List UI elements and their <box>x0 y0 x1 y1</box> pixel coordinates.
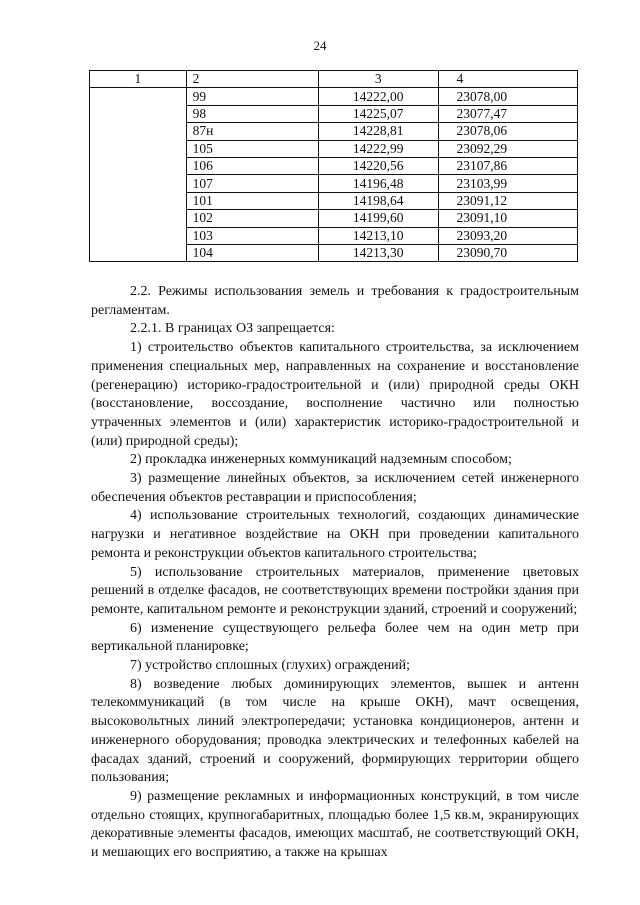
table-cell-c3: 14198,64 <box>318 192 438 209</box>
table-cell-c3: 14225,07 <box>318 105 438 122</box>
table-cell-c4: 23093,20 <box>438 227 577 244</box>
list-item-5: 5) использование строительных материалов, применение цветовых решений в отделке фасадов, не соответствующих времени постройки здания при ремонте, капитальном ремонте и реконструкции зданий, строений и сооружений; <box>91 564 579 617</box>
table-cell-c2: 102 <box>186 210 318 227</box>
table-cell-c2: 87н <box>186 123 318 140</box>
table-cell-c3: 14222,00 <box>318 88 438 105</box>
table-cell-c2: 106 <box>186 157 318 174</box>
list-item-6: 6) изменение существующего рельефа более чем на один метр при вертикальной планировке; <box>91 620 579 655</box>
table-cell-c3: 14220,56 <box>318 157 438 174</box>
table-cell-c4: 23103,99 <box>438 175 577 192</box>
table-cell-c4: 23091,10 <box>438 210 577 227</box>
table-cell-c3: 14199,60 <box>318 210 438 227</box>
table-cell-c4: 23091,12 <box>438 192 577 209</box>
table-cell-c2: 99 <box>186 88 318 105</box>
table-cell-c2: 107 <box>186 175 318 192</box>
table-header-row <box>90 71 578 88</box>
table-cell-c3: 14213,10 <box>318 227 438 244</box>
list-item-1: 1) строительство объектов капитального строительства, за исключением применения специальных мер, направленных на сохранение и восстановление (регенерацию) историко-градостроительной и (или) природной среды ОКН (восстановление, воссоздание, восполнение частично или полностью утраченных элементов и (или) характеристик историко-градостроительной и (или) природной среды); <box>91 340 579 449</box>
table-cell-c4: 23078,00 <box>438 88 577 105</box>
paragraph-section-2-2-1: 2.2.1. В границах ОЗ запрещается: <box>130 321 335 337</box>
column-header-4: 4 <box>438 71 577 88</box>
list-item-9: 9) размещение рекламных и информационных конструкций, в том числе отдельно стоящих, крупногабаритных, площадью более 1,5 кв.м, экранирующих декоративные элементы фасадов, имеющих масштаб, не соответствующий ОКН, и мешающих его восприятию, а также на крышах <box>91 788 579 861</box>
table-cell-c2: 103 <box>186 227 318 244</box>
table-cell-c3: 14228,81 <box>318 123 438 140</box>
table-cell-c4: 23092,29 <box>438 140 577 157</box>
list-item-3: 3) размещение линейных объектов, за исключением сетей инженерного обеспечения объектов реставрации и приспособления; <box>91 471 579 505</box>
table-cell-c3: 14222,99 <box>318 140 438 157</box>
table-cell-c4: 23077,47 <box>438 105 577 122</box>
table-cell-c2: 101 <box>186 192 318 209</box>
column-header-2: 2 <box>186 71 318 88</box>
table-cell-c2: 104 <box>186 244 318 261</box>
table-cell-c2: 98 <box>186 105 318 122</box>
page-number: 24 <box>313 38 327 53</box>
paragraph-section-2-2: 2.2. Режимы использования земель и требования к градостроительным регламентам. <box>91 284 579 318</box>
merged-cell <box>90 88 187 262</box>
table-cell-c4: 23078,06 <box>438 123 577 140</box>
column-header-3: 3 <box>318 71 438 88</box>
table-cell-c4: 23107,86 <box>438 157 577 174</box>
coordinates-table <box>89 70 578 262</box>
table-body <box>90 88 578 262</box>
table-row <box>90 88 578 105</box>
table-cell-c3: 14196,48 <box>318 175 438 192</box>
list-item-8: 8) возведение любых доминирующих элементов, вышек и антенн телекоммуникаций (в том числе на крыше ОКН), мачт освещения, высоковольтных линий электропередачи; установка кондиционеров, антенн и инженерного оборудования; проводка электрических и телефонных кабелей на фасадах зданий, строений и сооружений, формирующих территории общего пользования; <box>91 676 579 786</box>
table-cell-c2: 105 <box>186 140 318 157</box>
column-header-1: 1 <box>90 71 187 88</box>
table-cell-c4: 23090,70 <box>438 244 577 261</box>
list-item-4: 4) использование строительных технологий, создающих динамические нагрузки и негативное воздействие на ОКН при проведении капитального ремонта и реконструкции объектов капитального строительства; <box>91 508 579 561</box>
list-item-7: 7) устройство сплошных (глухих) ограждений; <box>130 658 411 674</box>
list-item-2: 2) прокладка инженерных коммуникаций надземным способом; <box>130 452 512 468</box>
body-text <box>91 283 579 863</box>
table-cell-c3: 14213,30 <box>318 244 438 261</box>
